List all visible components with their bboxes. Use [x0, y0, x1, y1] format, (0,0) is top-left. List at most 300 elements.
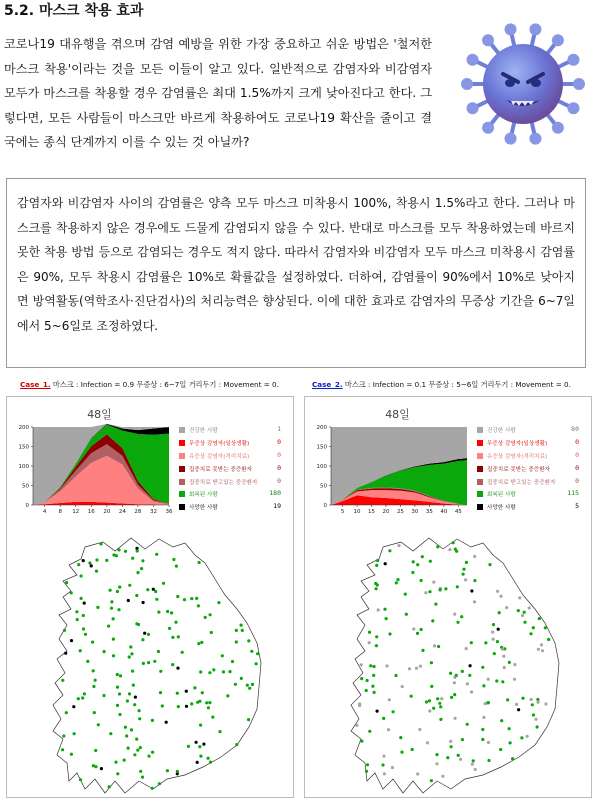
y-tick-label: 200 — [18, 425, 29, 431]
person-dot — [64, 652, 67, 655]
virus-spike-tip — [529, 23, 541, 35]
person-dot — [456, 621, 459, 624]
person-dot — [394, 674, 397, 677]
person-dot — [108, 785, 111, 788]
person-dot — [366, 763, 369, 766]
person-dot — [197, 642, 200, 645]
x-tick-label: 20 — [382, 509, 390, 515]
person-dot — [133, 703, 136, 706]
person-dot — [415, 667, 418, 670]
y-tick-label: 50 — [320, 483, 327, 490]
legend-item-recovered: 회복된 사람 115 — [477, 489, 587, 502]
person-dot — [77, 563, 80, 566]
person-dot — [513, 663, 516, 666]
person-dot — [127, 599, 130, 602]
person-dot — [473, 579, 476, 582]
person-dot — [177, 635, 180, 638]
person-dot — [181, 651, 184, 654]
person-dot — [92, 669, 95, 672]
person-dot — [513, 678, 516, 681]
person-dot — [446, 756, 449, 759]
y-tick-label: 0 — [25, 503, 29, 509]
person-dot — [177, 705, 180, 708]
person-dot — [153, 660, 156, 663]
person-dot — [439, 705, 442, 708]
person-dot — [240, 624, 243, 627]
person-dot — [114, 761, 117, 764]
person-dot — [190, 597, 193, 600]
person-dot — [404, 593, 407, 596]
person-dot — [385, 617, 388, 620]
person-dot — [434, 603, 437, 606]
person-dot — [135, 547, 138, 550]
person-dot — [472, 759, 475, 762]
y-tick-label: 150 — [18, 444, 29, 451]
person-dot — [469, 664, 472, 667]
person-dot — [193, 686, 196, 689]
person-dot — [171, 663, 174, 666]
mask-effect-box — [6, 178, 586, 368]
x-tick-label: 16 — [87, 509, 95, 515]
person-dot — [452, 541, 455, 544]
person-dot — [99, 542, 102, 545]
person-dot — [155, 598, 158, 601]
person-dot — [70, 753, 73, 756]
person-dot — [464, 578, 467, 581]
person-dot — [246, 684, 249, 687]
person-dot — [465, 647, 468, 650]
person-dot — [503, 647, 506, 650]
person-dot — [439, 587, 442, 590]
person-dot — [508, 661, 511, 664]
x-tick-label: 20 — [103, 509, 111, 515]
person-dot — [502, 655, 505, 658]
person-dot — [198, 700, 201, 703]
person-dot — [83, 602, 86, 605]
person-dot — [151, 719, 154, 722]
case-2-legend — [477, 425, 587, 515]
person-dot — [387, 728, 390, 731]
person-dot — [218, 730, 221, 733]
person-dot — [107, 625, 110, 628]
case-1-day: 48일 — [87, 408, 112, 421]
person-dot — [473, 600, 476, 603]
person-dot — [228, 670, 231, 673]
person-dot — [439, 588, 442, 591]
person-dot — [416, 772, 419, 775]
person-dot — [481, 728, 484, 731]
person-dot — [376, 710, 379, 713]
person-dot — [441, 775, 444, 778]
x-tick-label: 4 — [42, 509, 47, 515]
person-dot — [470, 641, 473, 644]
person-dot — [109, 732, 112, 735]
person-dot — [105, 559, 108, 562]
section-title: 5.2. 마스크 착용 효과 — [4, 3, 144, 19]
person-dot — [530, 698, 533, 701]
person-dot — [90, 564, 93, 567]
person-dot — [428, 590, 431, 593]
person-dot — [529, 632, 532, 635]
person-dot — [453, 613, 456, 616]
person-dot — [176, 667, 179, 670]
person-dot — [118, 586, 121, 589]
person-dot — [221, 654, 224, 657]
person-dot — [234, 683, 237, 686]
person-dot — [454, 548, 457, 551]
person-dot — [383, 772, 386, 775]
person-dot — [200, 641, 203, 644]
case-1-panel — [6, 396, 294, 798]
case-2-chart — [305, 397, 475, 517]
person-dot — [211, 716, 214, 719]
person-dot — [388, 549, 391, 552]
person-dot — [172, 558, 175, 561]
person-dot — [471, 763, 474, 766]
person-dot — [97, 723, 100, 726]
person-dot — [462, 568, 465, 571]
korea-map-outline — [351, 538, 559, 793]
x-tick-label: 40 — [440, 509, 448, 515]
person-dot — [154, 590, 157, 593]
person-dot — [61, 679, 64, 682]
person-dot — [461, 670, 464, 673]
person-dot — [176, 692, 179, 695]
person-dot — [388, 698, 391, 701]
person-dot — [500, 719, 503, 722]
person-dot — [462, 573, 465, 576]
person-dot — [124, 550, 127, 553]
person-dot — [170, 611, 173, 614]
person-dot — [175, 565, 178, 568]
virus-spike-tip — [552, 34, 564, 46]
person-dot — [444, 587, 447, 590]
person-dot — [92, 764, 95, 767]
person-dot — [411, 748, 414, 751]
person-dot — [75, 610, 78, 613]
person-dot — [202, 743, 205, 746]
person-dot — [410, 695, 413, 698]
person-dot — [187, 745, 190, 748]
x-tick-label: 8 — [58, 509, 62, 515]
x-tick-label: 45 — [454, 509, 462, 515]
person-dot — [355, 724, 358, 727]
person-dot — [70, 591, 73, 594]
person-dot — [209, 613, 212, 616]
person-dot — [134, 696, 137, 699]
person-dot — [123, 759, 126, 762]
person-dot — [207, 706, 210, 709]
person-dot — [531, 703, 534, 706]
person-dot — [366, 679, 369, 682]
person-dot — [162, 582, 165, 585]
person-dot — [376, 559, 379, 562]
person-dot — [484, 641, 487, 644]
person-dot — [79, 778, 82, 781]
person-dot — [470, 690, 473, 693]
person-dot — [473, 555, 476, 558]
person-dot — [491, 631, 494, 634]
person-dot — [196, 701, 199, 704]
person-dot — [376, 583, 379, 586]
person-dot — [94, 679, 97, 682]
intro-text: 코로나19 대유행을 겪으며 감염 예방을 위한 가장 중요하고 쉬운 방법은 '철저한 마스크 착용'이라는 것을 모든 이들이 알고 있다. 일반적으로 감염자와 비감염자 모두가 마스크를 착용할 경우 감염률은 최대 1.5%까지 크게 낮아진다고 한다. 그렇다면, 모든 사람들이 마스크만 바르게 착용하여도 코로나19 확산을 줄이고 결국에는 종식 단계까지 이를 수 있는 것 아닐까? — [4, 37, 432, 149]
person-dot — [488, 563, 491, 566]
person-dot — [419, 665, 422, 668]
virus-spike-tip — [573, 78, 585, 90]
person-dot — [497, 628, 500, 631]
person-dot — [432, 581, 435, 584]
person-dot — [171, 636, 174, 639]
legend-item-severe-treated: 집중치료 받고있는 중증환자 0 — [477, 477, 587, 490]
person-dot — [176, 772, 179, 775]
person-dot — [112, 553, 115, 556]
person-dot — [196, 761, 199, 764]
person-dot — [499, 595, 502, 598]
person-dot — [116, 772, 119, 775]
person-dot — [183, 598, 186, 601]
person-dot — [199, 755, 202, 758]
person-dot — [208, 671, 211, 674]
person-dot — [375, 635, 378, 638]
person-dot — [190, 702, 193, 705]
person-dot — [358, 704, 361, 707]
person-dot — [408, 667, 411, 670]
virus-spike-tip — [505, 23, 517, 35]
person-dot — [412, 560, 415, 563]
person-dot — [201, 691, 204, 694]
case-1-header — [20, 380, 279, 390]
person-dot — [126, 699, 129, 702]
person-dot — [520, 736, 523, 739]
person-dot — [72, 705, 75, 708]
person-dot — [133, 753, 136, 756]
x-tick-label: 15 — [368, 509, 376, 515]
person-dot — [65, 711, 68, 714]
legend-item-symptomatic: 유증상 감염자(격리치료) 0 — [477, 451, 587, 464]
person-dot — [523, 611, 526, 614]
person-dot — [195, 597, 198, 600]
person-dot — [506, 698, 509, 701]
person-dot — [235, 629, 238, 632]
person-dot — [435, 762, 438, 765]
person-dot — [528, 606, 531, 609]
person-dot — [381, 763, 384, 766]
person-dot — [395, 581, 398, 584]
person-dot — [95, 558, 98, 561]
virus-spike-tip — [567, 102, 579, 114]
x-tick-label: 24 — [118, 509, 126, 515]
person-dot — [70, 639, 73, 642]
person-dot — [138, 717, 141, 720]
person-dot — [481, 738, 484, 741]
person-dot — [155, 553, 158, 556]
legend-item-severe-treated: 집중치료 받고있는 중증환자 0 — [179, 477, 289, 490]
person-dot — [421, 555, 424, 558]
person-dot — [112, 638, 115, 641]
person-dot — [430, 779, 433, 782]
x-tick-label: 5 — [340, 509, 345, 515]
person-dot — [110, 600, 113, 603]
person-dot — [431, 619, 434, 622]
person-dot — [540, 643, 543, 646]
person-dot — [384, 562, 387, 565]
person-dot — [438, 702, 441, 705]
person-dot — [526, 735, 529, 738]
person-dot — [139, 770, 142, 773]
person-dot — [116, 704, 119, 707]
person-dot — [212, 668, 215, 671]
y-tick-label: 50 — [22, 483, 29, 490]
person-dot — [255, 662, 258, 665]
person-dot — [428, 699, 431, 702]
person-dot — [455, 550, 458, 553]
person-dot — [382, 717, 385, 720]
person-dot — [466, 723, 469, 726]
person-dot — [538, 617, 541, 620]
person-dot — [517, 708, 520, 711]
person-dot — [195, 741, 198, 744]
box-text: 감염자와 비감염자 사이의 감염률은 양측 모두 마스크 미착용시 100%, 착용시 1.5%라고 한다. 그러나 마스크를 착용하지 않은 경우에도 드물게 감염되지 않을 수 있다. 반대로 마스크를 모두 착용하였는데 바르지 못한 착용 방법 등으로 감염되는 경우도 적지 않다. 따라서 감염자와 비감염자 모두 마스크 미착용시 감염률은 90%, 모두 착용시 감염률은 10%로 확률값을 설정하였다. 더하여, 감염률이 90%에서 10%로 낮아지면 방역활동(역학조사·진단검사)의 처리능력은 향상된다. 이에 대한 효과로 감염자의 무증상 기간을 6~7일에서 5~6일로 조정하였다. — [17, 196, 575, 333]
person-dot — [139, 746, 142, 749]
person-dot — [256, 652, 259, 655]
person-dot — [547, 638, 550, 641]
person-dot — [94, 765, 97, 768]
person-dot — [93, 711, 96, 714]
person-dot — [100, 767, 103, 770]
person-dot — [541, 649, 544, 652]
person-dot — [495, 679, 498, 682]
person-dot — [137, 623, 140, 626]
person-dot — [456, 585, 459, 588]
person-dot — [235, 640, 238, 643]
person-dot — [372, 665, 375, 668]
person-dot — [125, 734, 128, 737]
person-dot — [131, 670, 134, 673]
person-dot — [95, 570, 98, 573]
person-dot — [205, 701, 208, 704]
person-dot — [251, 683, 254, 686]
person-dot — [487, 678, 490, 681]
person-dot — [521, 614, 524, 617]
y-tick-label: 150 — [316, 444, 327, 451]
person-dot — [412, 627, 415, 630]
person-dot — [103, 650, 106, 653]
intro-paragraph — [4, 32, 432, 155]
person-dot — [484, 702, 487, 705]
person-dot — [536, 698, 539, 701]
person-dot — [185, 705, 188, 708]
person-dot — [77, 697, 80, 700]
person-dot — [537, 701, 540, 704]
person-dot — [204, 616, 207, 619]
person-dot — [208, 701, 211, 704]
person-dot — [159, 691, 162, 694]
person-dot — [166, 610, 169, 613]
person-dot — [401, 685, 404, 688]
person-dot — [82, 627, 85, 630]
person-dot — [136, 549, 139, 552]
person-dot — [210, 631, 213, 634]
person-dot — [151, 787, 154, 790]
person-dot — [360, 663, 363, 666]
person-dot — [487, 701, 490, 704]
person-dot — [448, 548, 451, 551]
case-1-label: Case_1. — [20, 380, 51, 389]
x-tick-label: 25 — [396, 509, 404, 515]
person-dot — [92, 685, 95, 688]
person-dot — [141, 559, 144, 562]
person-dot — [176, 595, 179, 598]
person-dot — [455, 674, 458, 677]
person-dot — [176, 770, 179, 773]
person-dot — [235, 743, 238, 746]
person-dot — [102, 694, 105, 697]
person-dot — [418, 728, 421, 731]
person-dot — [440, 697, 443, 700]
person-dot — [116, 590, 119, 593]
person-dot — [136, 749, 139, 752]
person-dot — [88, 561, 91, 564]
person-dot — [544, 626, 547, 629]
person-dot — [80, 574, 83, 577]
person-dot — [360, 740, 363, 743]
person-dot — [143, 632, 146, 635]
y-tick-label: 0 — [323, 503, 327, 509]
person-dot — [81, 696, 84, 699]
person-dot — [499, 748, 502, 751]
person-dot — [112, 617, 115, 620]
case-1-chart — [7, 397, 177, 517]
person-dot — [138, 709, 141, 712]
person-dot — [165, 721, 168, 724]
x-tick-label: 32 — [149, 509, 157, 515]
person-dot — [146, 588, 149, 591]
person-dot — [96, 606, 99, 609]
person-dot — [391, 766, 394, 769]
person-dot — [217, 601, 220, 604]
person-dot — [198, 561, 201, 564]
virus-spike-tip — [461, 78, 473, 90]
person-dot — [496, 640, 499, 643]
y-tick-label: 200 — [316, 425, 327, 431]
person-dot — [136, 571, 139, 574]
person-dot — [399, 736, 402, 739]
person-dot — [241, 629, 244, 632]
person-dot — [509, 741, 512, 744]
person-dot — [358, 702, 361, 705]
person-dot — [198, 745, 201, 748]
person-dot — [129, 645, 132, 648]
virus-spike-tip — [467, 102, 479, 114]
person-dot — [135, 622, 138, 625]
person-dot — [435, 753, 438, 756]
person-dot — [437, 645, 440, 648]
person-dot — [470, 589, 473, 592]
person-dot — [161, 704, 164, 707]
person-dot — [517, 609, 520, 612]
person-dot — [501, 680, 504, 683]
x-tick-label: 28 — [134, 509, 142, 515]
person-dot — [375, 587, 378, 590]
person-dot — [383, 608, 386, 611]
person-dot — [496, 590, 499, 593]
person-dot — [365, 689, 368, 692]
person-dot — [82, 559, 85, 562]
person-dot — [76, 618, 79, 621]
person-dot — [459, 758, 462, 761]
person-dot — [197, 604, 200, 607]
